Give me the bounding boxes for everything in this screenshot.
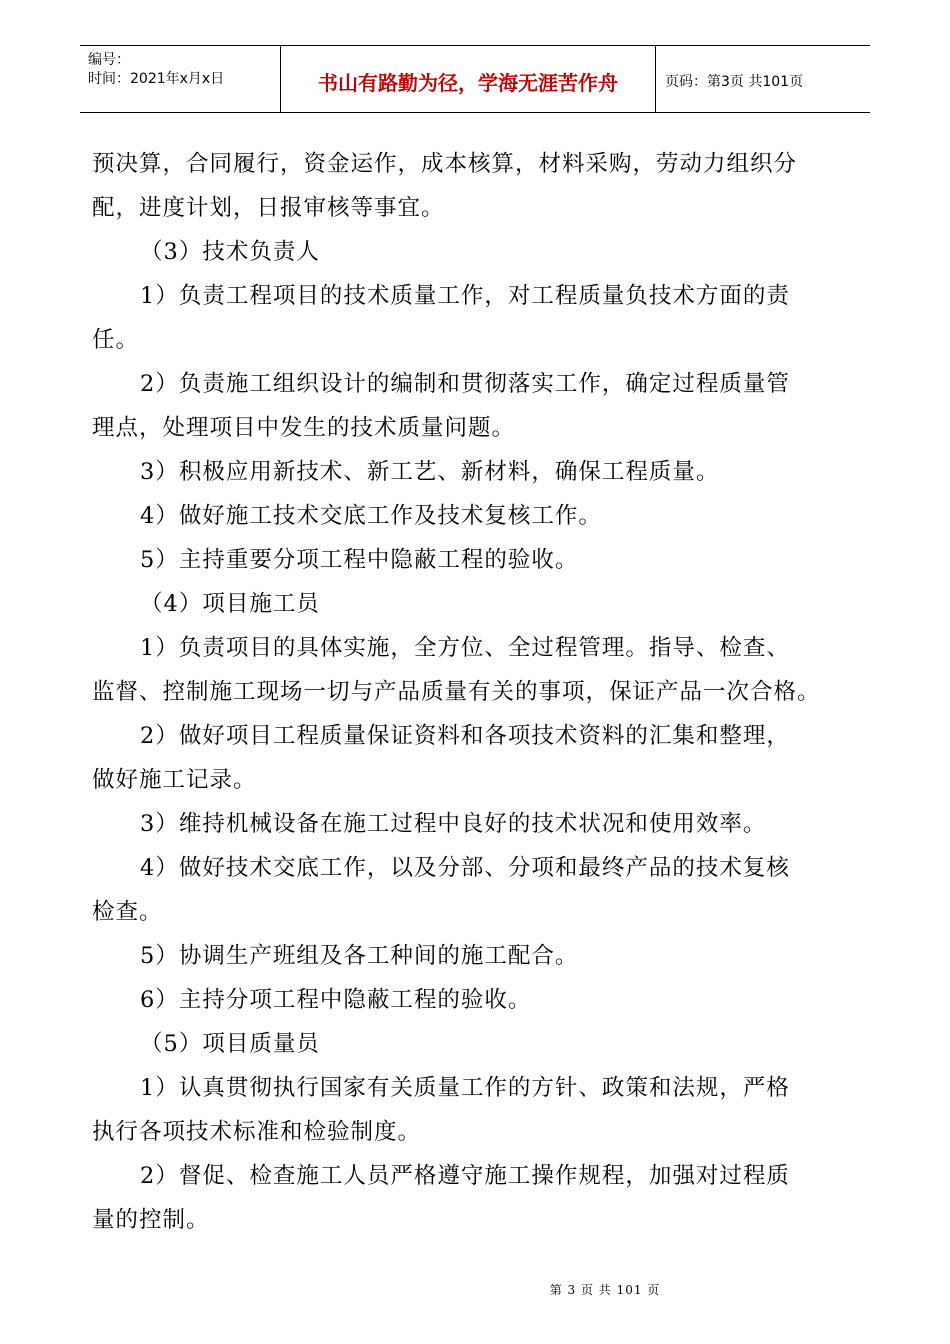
- header-meta: [80, 46, 281, 112]
- body-line: 5）主持重要分项工程中隐蔽工程的验收。: [140, 547, 579, 573]
- body-line: 6）主持分项工程中隐蔽工程的验收。: [140, 987, 532, 1013]
- body-line: 5）协调生产班组及各工种间的施工配合。: [140, 943, 579, 969]
- body-line: 3）维持机械设备在施工过程中良好的技术状况和使用效率。: [140, 811, 767, 837]
- body-line: （4）项目施工员: [140, 591, 320, 617]
- body-line: 2）负责施工组织设计的编制和贯彻落实工作，确定过程质量管: [140, 371, 790, 397]
- body-line: 量的控制。: [92, 1207, 210, 1233]
- header-motto: 书山有路勤为径，学海无涯苦作舟: [281, 46, 656, 112]
- body-line: 1）负责项目的具体实施，全方位、全过程管理。指导、检查、: [140, 635, 790, 661]
- body-line: （5）项目质量员: [140, 1031, 320, 1057]
- body-line: 配，进度计划，日报审核等事宜。: [92, 195, 445, 221]
- body-line: 3）积极应用新技术、新工艺、新材料，确保工程质量。: [140, 459, 720, 485]
- body-line: 2）做好项目工程质量保证资料和各项技术资料的汇集和整理，: [140, 723, 790, 749]
- body-line: 1）负责工程项目的技术质量工作，对工程质量负技术方面的责: [140, 283, 790, 309]
- document-body: [92, 142, 862, 1242]
- body-line: 监督、控制施工现场一切与产品质量有关的事项，保证产品一次合格。: [92, 679, 821, 705]
- body-line: 1）认真贯彻执行国家有关质量工作的方针、政策和法规，严格: [140, 1075, 790, 1101]
- body-line: 检查。: [92, 899, 163, 925]
- body-line: 任。: [92, 327, 140, 353]
- page-footer: 第 3 页 共 101 页: [549, 1283, 661, 1297]
- body-line: 4）做好施工技术交底工作及技术复核工作。: [140, 503, 602, 529]
- header-page-number: 页码：第3页 共101页: [665, 74, 804, 90]
- document-code-label: 编号：: [88, 52, 130, 68]
- body-line: 执行各项技术标准和检验制度。: [92, 1119, 422, 1145]
- body-line: （3）技术负责人: [140, 239, 320, 265]
- document-time-label: 时间：2021年x月x日: [88, 71, 225, 87]
- body-line: 理点，处理项目中发生的技术质量问题。: [92, 415, 516, 441]
- body-line: 预决算，合同履行，资金运作，成本核算，材料采购，劳动力组织分: [92, 151, 798, 177]
- body-line: 2）督促、检查施工人员严格遵守施工操作规程，加强对过程质: [140, 1163, 790, 1189]
- body-line: 做好施工记录。: [92, 767, 257, 793]
- page-header: [80, 45, 870, 113]
- body-line: 4）做好技术交底工作，以及分部、分项和最终产品的技术复核: [140, 855, 790, 881]
